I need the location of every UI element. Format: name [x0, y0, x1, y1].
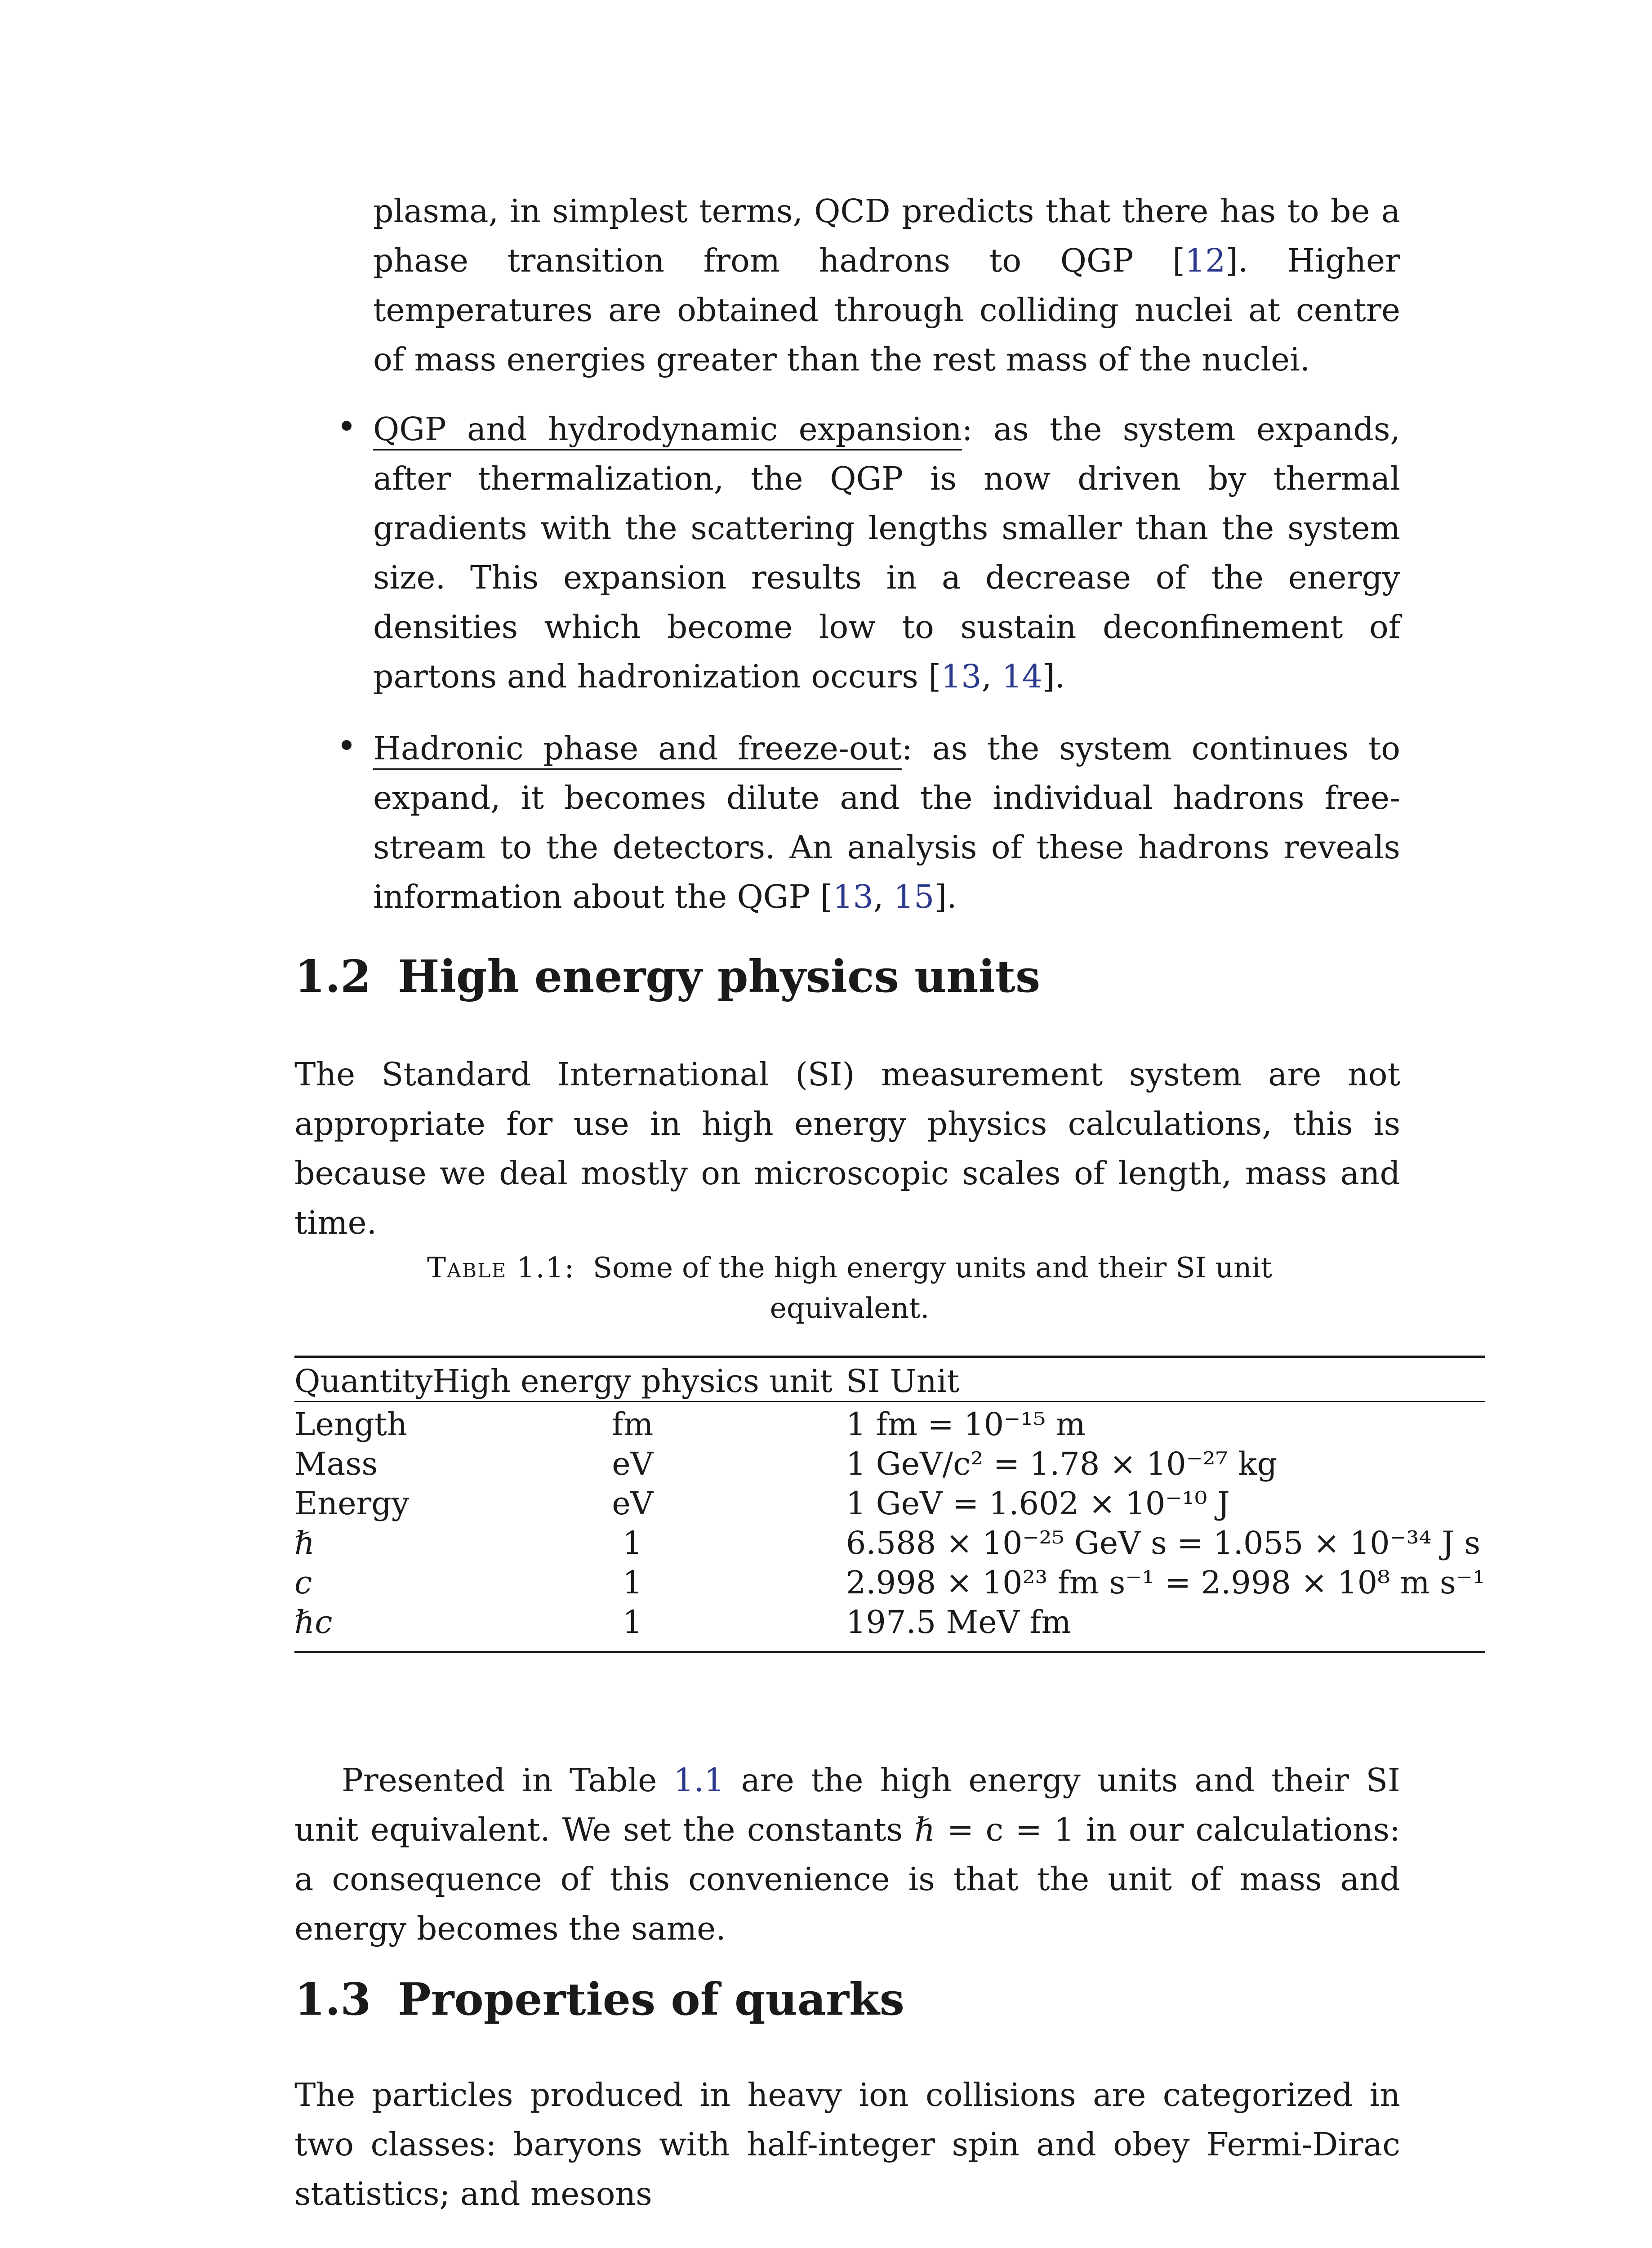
citation-link[interactable]: 14 [1002, 658, 1042, 695]
table-row [294, 1602, 1485, 1652]
citation-link[interactable]: 12 [1184, 242, 1226, 279]
bullet-item [342, 405, 1400, 701]
citation-link[interactable]: 13 [941, 658, 982, 695]
table-caption-text: Some of the high energy units and their SI unit equivalent. [592, 1251, 1272, 1325]
section-intro-paragraph: The Standard International (SI) measurement system are not appropriate for use in high energy physics calculations, this is because we deal mostly on microscopic scales of length, mass and time. [294, 1056, 1400, 1241]
table-cell-si-unit: 2.998 × 10²³ fm s⁻¹ = 2.998 × 10⁸ m s⁻¹ [846, 1564, 1485, 1601]
paragraph-text: are the high energy units and their SI unit equivalent. We set the constants ℏ = c = 1 in our calculations: a consequence of this convenience is that the unit of mass and energy becomes the same. [294, 1762, 1401, 1947]
bullet-text: ]. [934, 878, 957, 915]
bullet-icon [342, 421, 352, 431]
bullet-icon [342, 740, 352, 750]
table-cell-quantity: ℏ [294, 1525, 315, 1561]
table-header-row [294, 1357, 1485, 1402]
table-cell-quantity: c [294, 1564, 312, 1601]
table-cell-he-unit: eV [612, 1445, 654, 1482]
table-cell-he-unit: 1 [622, 1604, 643, 1641]
section-heading [294, 1974, 904, 2025]
bullet-list [342, 405, 1400, 944]
bullet-text: ]. [1042, 658, 1065, 695]
table-cell-quantity: Mass [294, 1445, 378, 1482]
table-cell-si-unit: 1 fm = 10⁻¹⁵ m [846, 1406, 1086, 1443]
table-row [294, 1523, 1485, 1563]
citation-separator: , [873, 878, 894, 915]
continuation-paragraph [373, 187, 1400, 384]
paragraph-text: ]. Higher temperatures are obtained through colliding nuclei at centre of mass energies greater than the rest mass of the nuclei. [373, 242, 1400, 378]
citation-link[interactable]: 13 [833, 878, 873, 915]
units-table [294, 1356, 1485, 1653]
section-title: High energy physics units [398, 951, 1041, 1003]
table-cell-he-unit: fm [612, 1406, 654, 1443]
bullet-item [342, 724, 1400, 922]
table-row [294, 1484, 1485, 1523]
section-title: Properties of quarks [398, 1974, 904, 2025]
table-cell-he-unit: 1 [622, 1564, 643, 1601]
table-cell-si-unit: 1 GeV/c² = 1.78 × 10⁻²⁷ kg [846, 1445, 1278, 1482]
column-header: SI Unit [846, 1363, 960, 1400]
table-cell-si-unit: 1 GeV = 1.602 × 10⁻¹⁰ J [846, 1485, 1230, 1522]
paragraph-text: Presented in Table [342, 1762, 674, 1799]
table-cell-si-unit: 197.5 MeV fm [846, 1604, 1071, 1641]
section-intro-paragraph: The particles produced in heavy ion collisions are categorized in two classes: baryons with half-integer spin and obey Fermi-Dirac statistics; and mesons [294, 2076, 1400, 2212]
table-cell-he-unit: eV [612, 1485, 654, 1522]
citation-link[interactable]: 15 [894, 878, 935, 915]
table-row [294, 1563, 1485, 1602]
table-row [294, 1401, 1485, 1444]
table-reference-link[interactable]: 1.1 [673, 1762, 725, 1799]
table-cell-he-unit: 1 [622, 1525, 643, 1561]
section-number: 1.3 [294, 1974, 371, 2025]
table-caption [427, 1248, 1272, 1329]
bullet-text: : as the system expands, after thermalization, the QGP is now driven by thermal gradients with the scattering lengths smaller than the system size. This expansion results in a decrease of the energy densities which become low to sustain deconfinement of partons and hadronization occurs [ [373, 410, 1400, 695]
bullet-term: QGP and hydrodynamic expansion [373, 410, 962, 448]
bullet-term: Hadronic phase and freeze-out [373, 730, 902, 767]
table-row [294, 1444, 1485, 1484]
bullet-text: : as the system continues to expand, it becomes dilute and the individual hadrons free-stream to the detectors. An analysis of these hadrons reveals information about the QGP [ [373, 730, 1400, 915]
column-header: Quantity [294, 1363, 433, 1400]
table-cell-quantity: Length [294, 1406, 408, 1443]
section-number: 1.2 [294, 951, 371, 1003]
column-header: High energy physics unit [432, 1363, 833, 1400]
table-caption-label: Table 1.1: [427, 1251, 575, 1284]
table-discussion-paragraph [294, 1756, 1400, 1954]
table-cell-si-unit: 6.588 × 10⁻²⁵ GeV s = 1.055 × 10⁻³⁴ J s [846, 1525, 1481, 1561]
table-cell-quantity: ℏc [294, 1604, 333, 1641]
citation-separator: , [981, 658, 1002, 695]
section-heading [294, 951, 1040, 1003]
table-cell-quantity: Energy [294, 1485, 410, 1522]
paragraph-text: plasma, in simplest terms, QCD predicts that there has to be a phase transition from hadrons to QGP [ [373, 192, 1400, 279]
